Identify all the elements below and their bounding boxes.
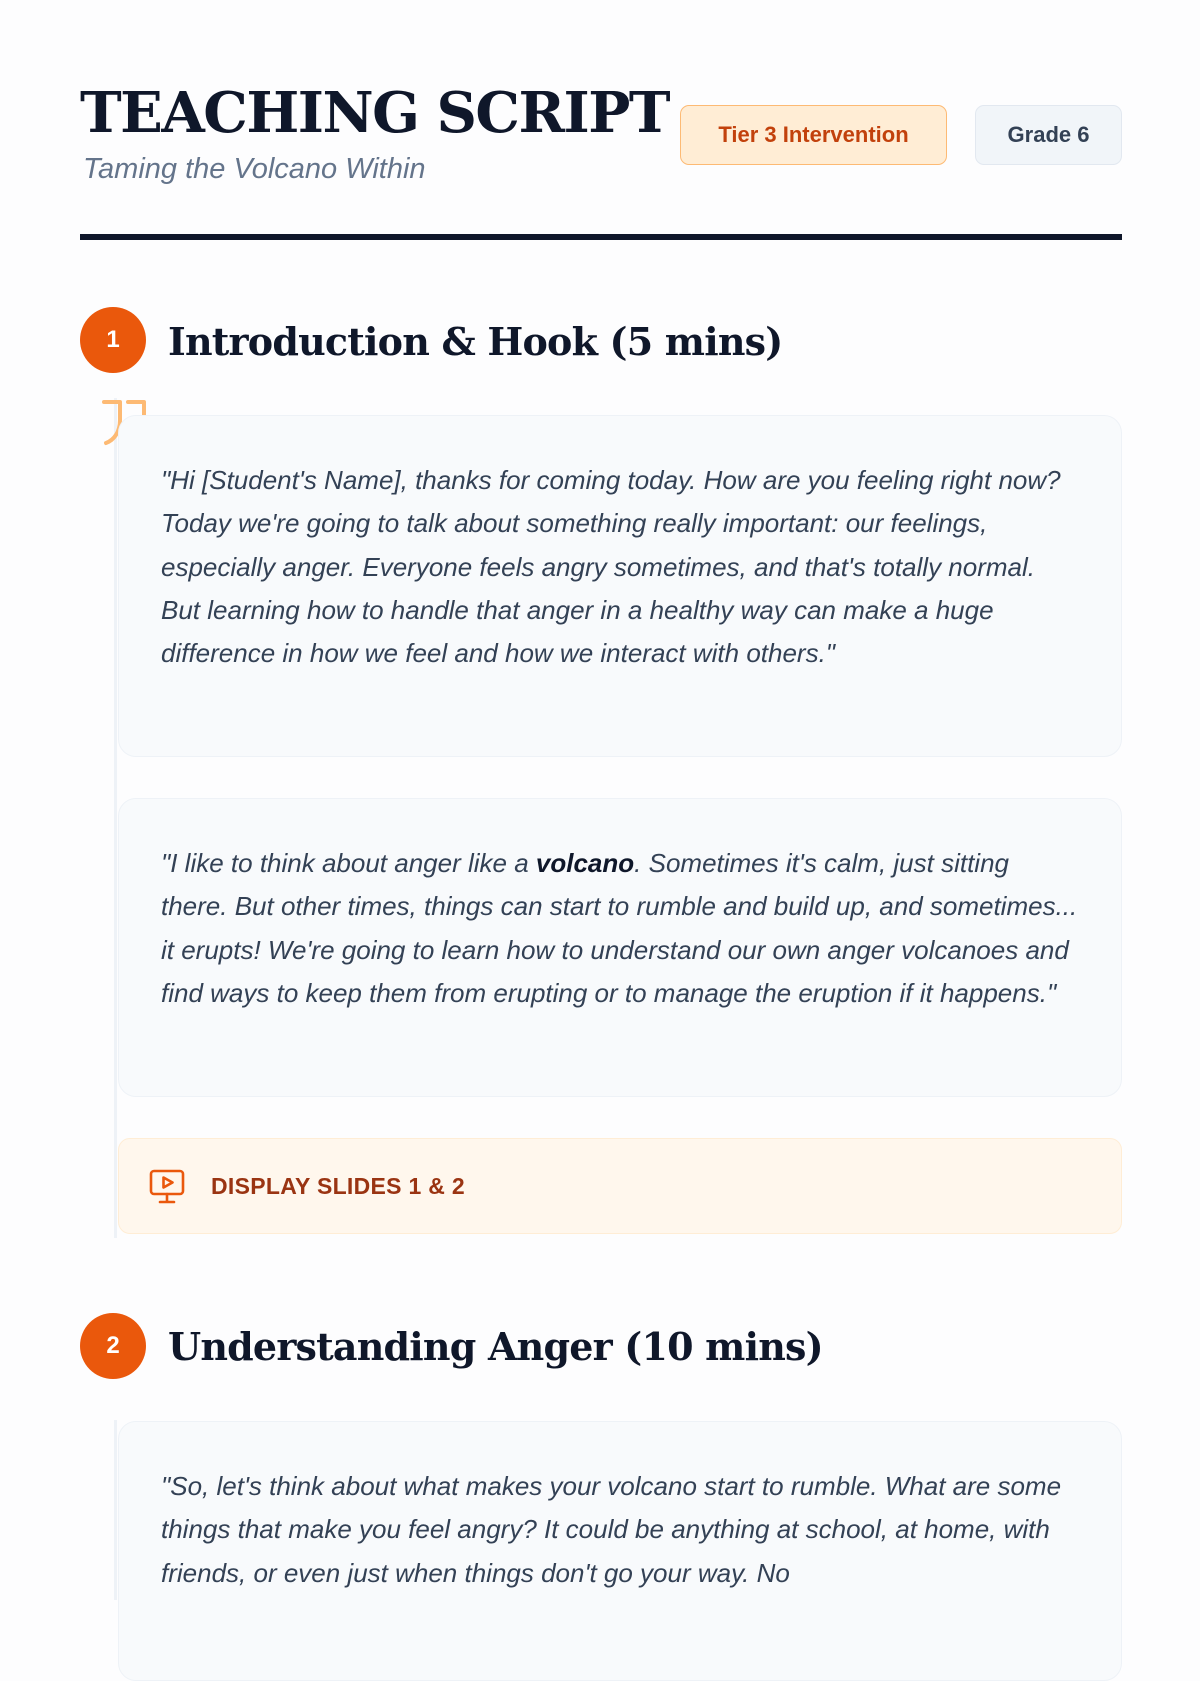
emphasis-volcano: volcano xyxy=(535,848,635,878)
section-2-number: 2 xyxy=(80,1313,146,1379)
display-slides-action xyxy=(118,1138,1122,1234)
script-quote-text: "I like to think about anger like a volcano. Sometimes it's calm, just sitting there. But other times, things can start to rumble and build up, and sometimes... it erupts! We're going to learn how to understand our own anger volcanoes and find ways to keep them from erupting or to manage the eruption if it happens." xyxy=(161,848,1078,1008)
script-quote-text: "Hi [Student's Name], thanks for coming today. How are you feeling right now? Today we're going to talk about something really important: our feelings, especially anger. Everyone feels angry sometimes, and that's totally normal. But learning how to handle that anger in a healthy way can make a huge difference in how we feel and how we interact with others." xyxy=(161,465,1061,669)
script-quote-card xyxy=(118,798,1122,1097)
grade-badge: Grade 6 xyxy=(975,105,1122,165)
script-quote-text: "So, let's think about what makes your volcano start to rumble. What are some things that make you feel angry? It could be anything at school, at home, with friends, or even just when things don't go your way. No xyxy=(161,1471,1062,1588)
script-quote-card xyxy=(118,1421,1122,1681)
section-2-timeline xyxy=(114,1420,117,1600)
page-subtitle: Taming the Volcano Within xyxy=(83,153,426,185)
action-label: DISPLAY SLIDES 1 & 2 xyxy=(211,1172,465,1199)
header-divider xyxy=(80,234,1122,240)
section-1-timeline xyxy=(114,398,117,1238)
script-quote-card xyxy=(118,415,1122,757)
presentation-screen-icon xyxy=(147,1166,187,1206)
tier-badge: Tier 3 Intervention xyxy=(680,105,947,165)
page-title: TEACHING SCRIPT xyxy=(80,80,670,146)
section-1-title: Introduction & Hook (5 mins) xyxy=(168,319,783,364)
section-2-title: Understanding Anger (10 mins) xyxy=(168,1324,823,1369)
section-1-number: 1 xyxy=(80,307,146,373)
